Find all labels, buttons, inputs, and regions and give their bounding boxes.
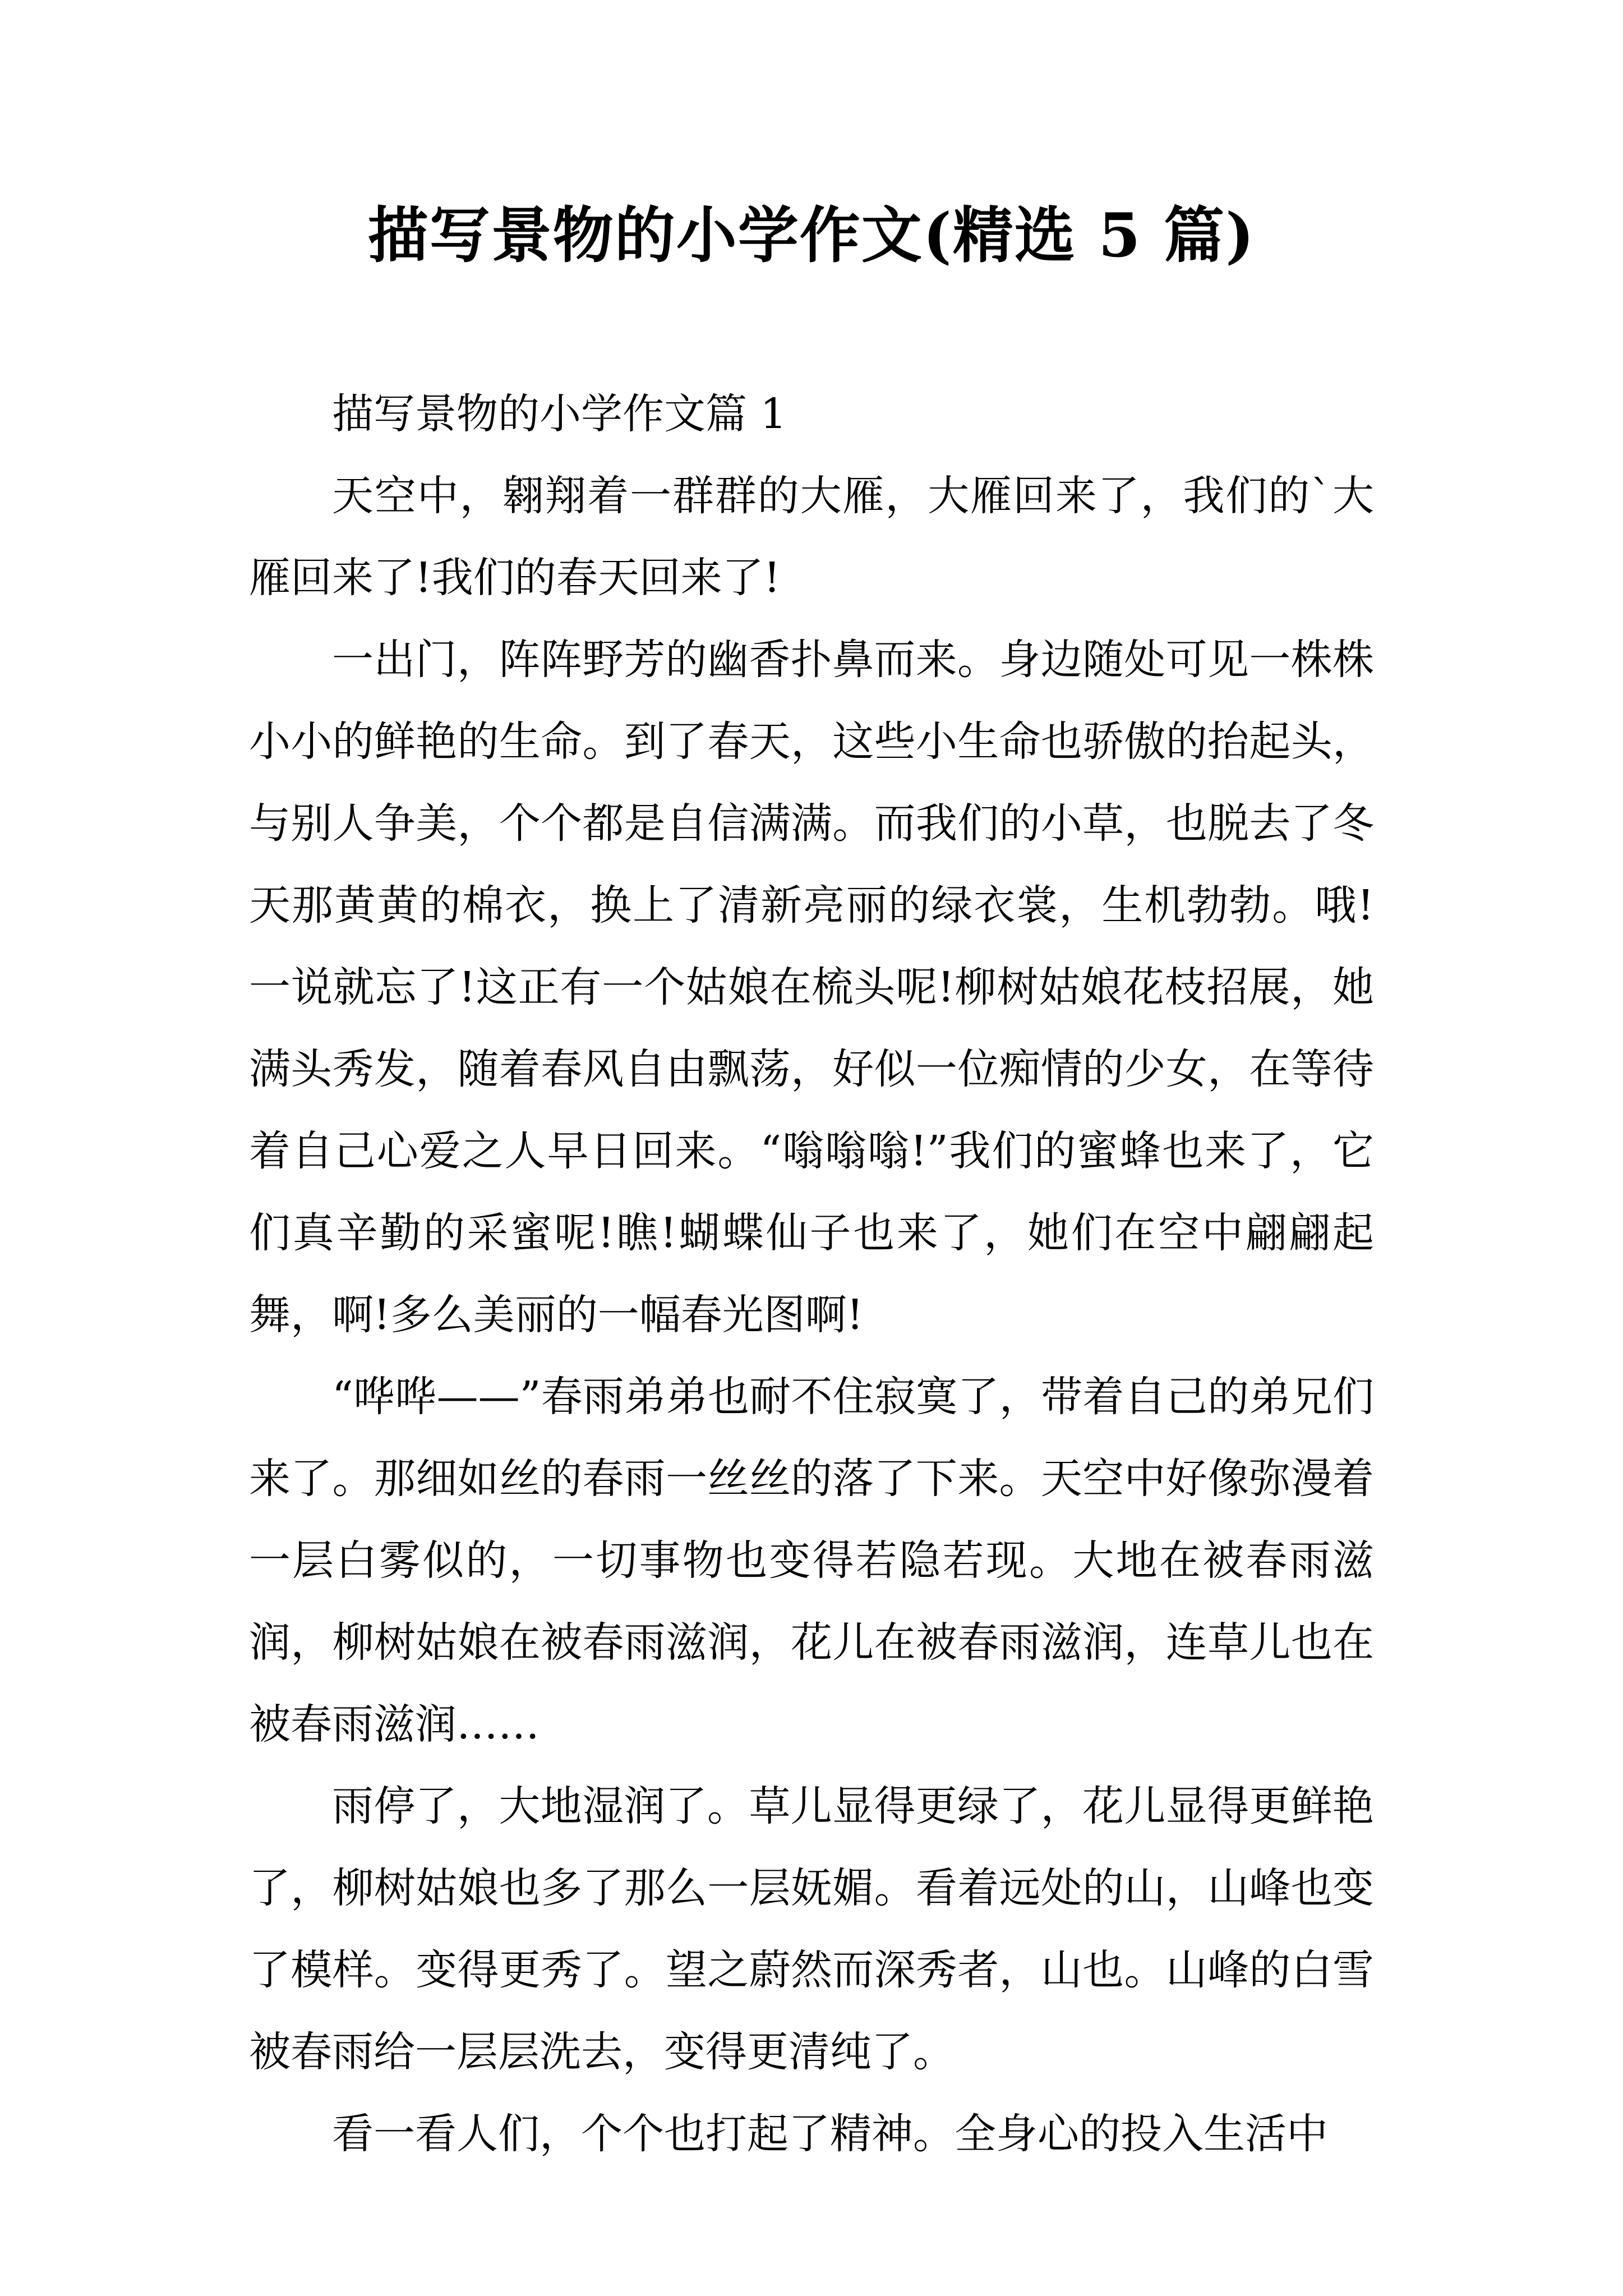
- paragraph: 看一看人们，个个也打起了精神。全身心的投入生活中: [332, 2110, 1328, 2158]
- paragraph: 雨停了，大地湿润了。草儿显得更绿了，花儿显得更鲜艳了，柳树姑娘也多了那么一层妩媚。看着远处的山，山峰也变了模样。变得更秀了。望之蔚然而深秀者，山也。山峰的白雪被春雨给一层层洗去，变得更清纯了。: [249, 1782, 1374, 2076]
- document-title: 描写景物的小学作文(精选 5 篇): [367, 200, 1256, 271]
- paragraph: “哗哗——”春雨弟弟也耐不住寂寞了，带着自己的弟兄们来了。那细如丝的春雨一丝丝的落了下来。天空中好像弥漫着一层白雾似的，一切事物也变得若隐若现。大地在被春雨滋润，柳树姑娘在被春雨滋润，花儿在被春雨滋润，连草儿也在被春雨滋润……: [249, 1373, 1374, 1749]
- paragraph: 天空中，翱翔着一群群的大雁，大雁回来了，我们的`大雁回来了!我们的春天回来了!: [249, 472, 1374, 602]
- document-body: [249, 373, 1374, 2175]
- section-heading: 描写景物的小学作文篇 1: [332, 390, 787, 438]
- paragraph: 一出门，阵阵野芳的幽香扑鼻而来。身边随处可见一株株小小的鲜艳的生命。到了春天，这些小生命也骄傲的抬起头，与别人争美，个个都是自信满满。而我们的小草，也脱去了冬天那黄黄的棉衣，换上了清新亮丽的绿衣裳，生机勃勃。哦!一说就忘了!这正有一个姑娘在梳头呢!柳树姑娘花枝招展，她满头秀发，随着春风自由飘荡，好似一位痴情的少女，在等待着自己心爱之人早日回来。“嗡嗡嗡!”我们的蜜蜂也来了，它们真辛勤的采蜜呢!瞧!蝴蝶仙子也来了，她们在空中翩翩起舞，啊!多么美丽的一幅春光图啊!: [249, 636, 1374, 1339]
